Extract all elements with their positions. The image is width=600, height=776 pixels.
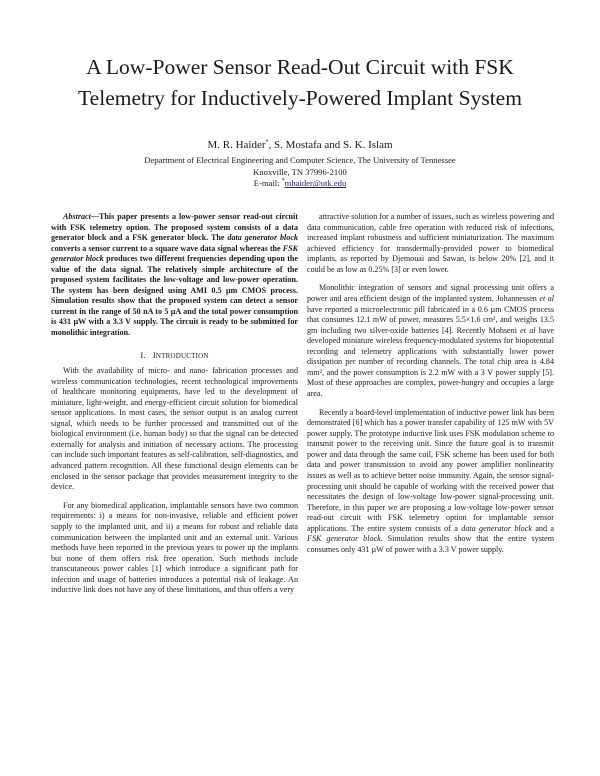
title-line-2: Telemetry for Inductively-Powered Implant System	[78, 86, 522, 110]
paper-title	[40, 52, 560, 114]
body-paragraph-1: attractive solution for a number of issues, such as wireless powering and data communication, cable free operation with reduced risk of infections, increased implant robustness and sufficient miniaturization. The maximum achieved efficiency for transdermally-provided power to biomedical implants, as reported by Djemouai and Sawan, is below 20% [2], and it could be as low as 0.25% [3] or even lower.	[307, 212, 554, 274]
intro-paragraph-1: With the availability of micro- and nano- fabrication processes and wireless communication technologies, recent technological improvements of healthcare monitoring equipments, have led to the development of miniature, light-weight, and energy-efficient circuit solution for biomedical sensor applications. In most cases, the sensor output is an analog current signal, which needs to be further processed and transmitted out of the biological environment (i.e. human body) so that the signal can be detected externally for analysis and initiation of necessary actions. The processing can include such important features as self-calibration, self-diagnostics, and advanced pattern recognition. All these functional design elements can be enclosed in the sensor package that provides measurement integrity to the device.	[51, 366, 298, 492]
affiliation-city: Knoxville, TN 37996-2100	[253, 166, 347, 177]
right-column	[307, 212, 554, 564]
abstract: Abstract—This paper presents a low-power sensor read-out circuit with FSK telemetry option. The proposed system consists of a data generator block and a FSK generator block. The data generator block converts a sensor current to a square wave data signal whereas the FSK generator block produces two different frequencies depending upon the value of the data signal. The relatively simple architecture of the proposed system facilitates the low-voltage and low-power operation. The system has been designed using AMI 0.5 µm CMOS process. Simulation results show that the proposed system can detect a sensor current in the range of 50 nA to 5 µA and the total power consumption is 431 µW with a 3.3 V supply. The circuit is ready to be submitted for monolithic integration.	[51, 212, 298, 338]
author-list	[40, 139, 560, 152]
affiliation-department: Department of Electrical Engineering and Computer Science, The University of Tennessee	[144, 155, 456, 165]
affiliation-email-line	[40, 178, 560, 190]
body-paragraph-3: Recently a board-level implementation of inductive power link has been demonstrated [6] which has a power transfer capability of 125 mW with 5V power supply. The prototype inductive link uses FSK modulation scheme to transmit power to the receiving unit. Since the future goal is to transmit power and data through the same coil, FSK scheme has been used for both data and power transmission to avoid any power amplifier nonlinearity issues as well as to achieve better noise immunity. Again, the sensor signal-processing unit should be capable of working with the received power that necessitates the design of low-voltage low-power signal-processing unit. Therefore, in this paper we are proposing a low-voltage low-power sensor read-out circuit with FSK telemetry option for implantable sensor applications. The entire system consists of a data generator block and a FSK generator block. Simulation results show that the entire system consumes only 431 µW of power with a 3.3 V power supply.	[307, 407, 555, 554]
title-line-1: A Low-Power Sensor Read-Out Circuit with FSK	[86, 55, 514, 79]
author-others: , S. Mostafa and S. K. Islam	[268, 139, 393, 151]
email-label: E-mail:	[253, 178, 282, 189]
author-1: M. R. Haider	[207, 139, 266, 151]
corresponding-author-mark: *	[265, 139, 269, 146]
section-number: I.	[140, 349, 146, 360]
abstract-lead: Abstract	[63, 212, 91, 221]
intro-paragraph-2: For any biomedical application, implantable sensors have two common requirements: i) a means for non-invasive, reliable and efficient power supply to the implanted unit, and ii) a means for robust and reliable data communication between the implanted unit and an external unit. Various methods have been reported in the previous years to power up the implants but none of them offers risk free operation. Such methods include transcutaneous power cables [1] which introduce a significant path for infection and usage of batteries introduces a potential risk of leakage. An inductive link does not have any of these limitations, and thus offers a very	[51, 500, 298, 595]
left-column	[51, 212, 298, 604]
section-heading-introduction: I. INTRODUCTION	[140, 349, 209, 360]
affiliation	[40, 155, 560, 190]
email-mark: *	[281, 178, 285, 185]
email-link[interactable]: mhaider@utk.edu	[284, 178, 347, 189]
body-paragraph-2: Monolithic integration of sensors and signal processing unit offers a power and area efficient design of the implanted system. Johannessen et al have reported a microelectronic pill fabricated in a 0.6 µm CMOS process that consumes 12.1 mW of power, measures 5.5×1.6 cm², and weighs 13.5 gm including two silver-oxide batteries [4]. Recently Mohseni et al have developed miniature wireless frequency-modulated systems for biopotential recording and telemetry applications with substantially lower power dissipation per number of recording channels. The total chip area is 4.84 mm², and the power consumption is 2.2 mW with a 3 V power supply [5]. Most of these approaches are complex, power-hungry and occupies a large area.	[307, 283, 555, 398]
